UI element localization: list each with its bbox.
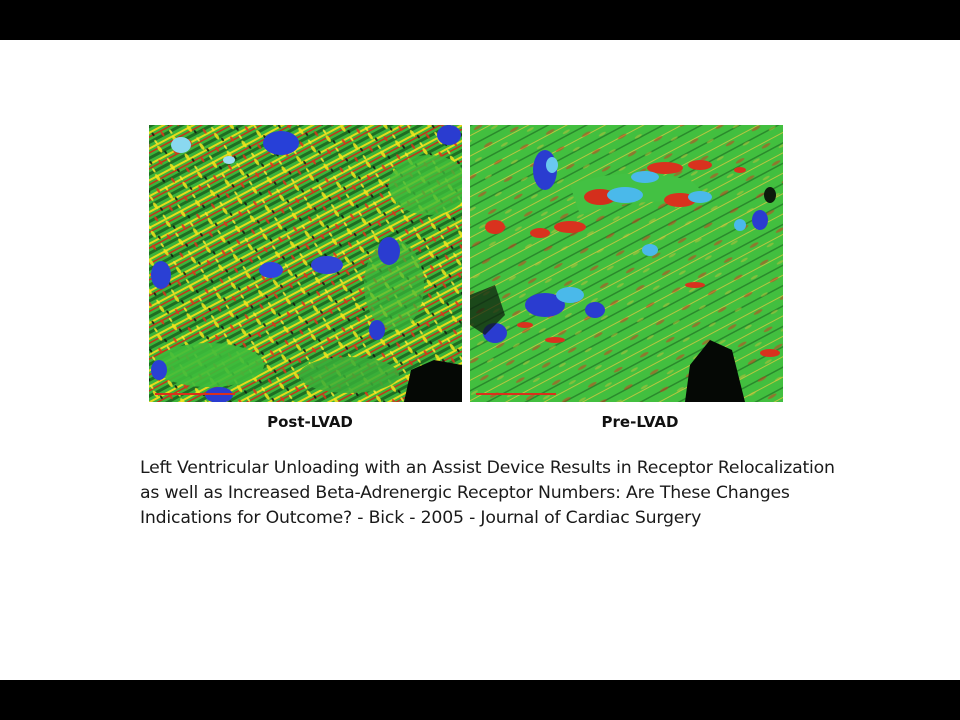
citation-text [140,456,880,531]
post-lvad-micrograph [149,125,462,402]
post-lvad-label: Post-LVAD [267,413,353,431]
pre-lvad-micrograph [470,125,783,402]
citation-line: as well as Increased Beta-Adrenergic Receptor Numbers: Are These Changes [140,483,790,503]
post-lvad-image [149,125,462,402]
citation-line: Indications for Outcome? - Bick - 2005 - Journal of Cardiac Surgery [140,508,702,528]
pre-lvad-image [470,125,783,402]
pre-lvad-label: Pre-LVAD [601,413,679,431]
letterbox-bottom [0,680,960,720]
letterbox-top [0,0,960,40]
citation-line: Left Ventricular Unloading with an Assist Device Results in Receptor Relocalization [140,458,835,478]
